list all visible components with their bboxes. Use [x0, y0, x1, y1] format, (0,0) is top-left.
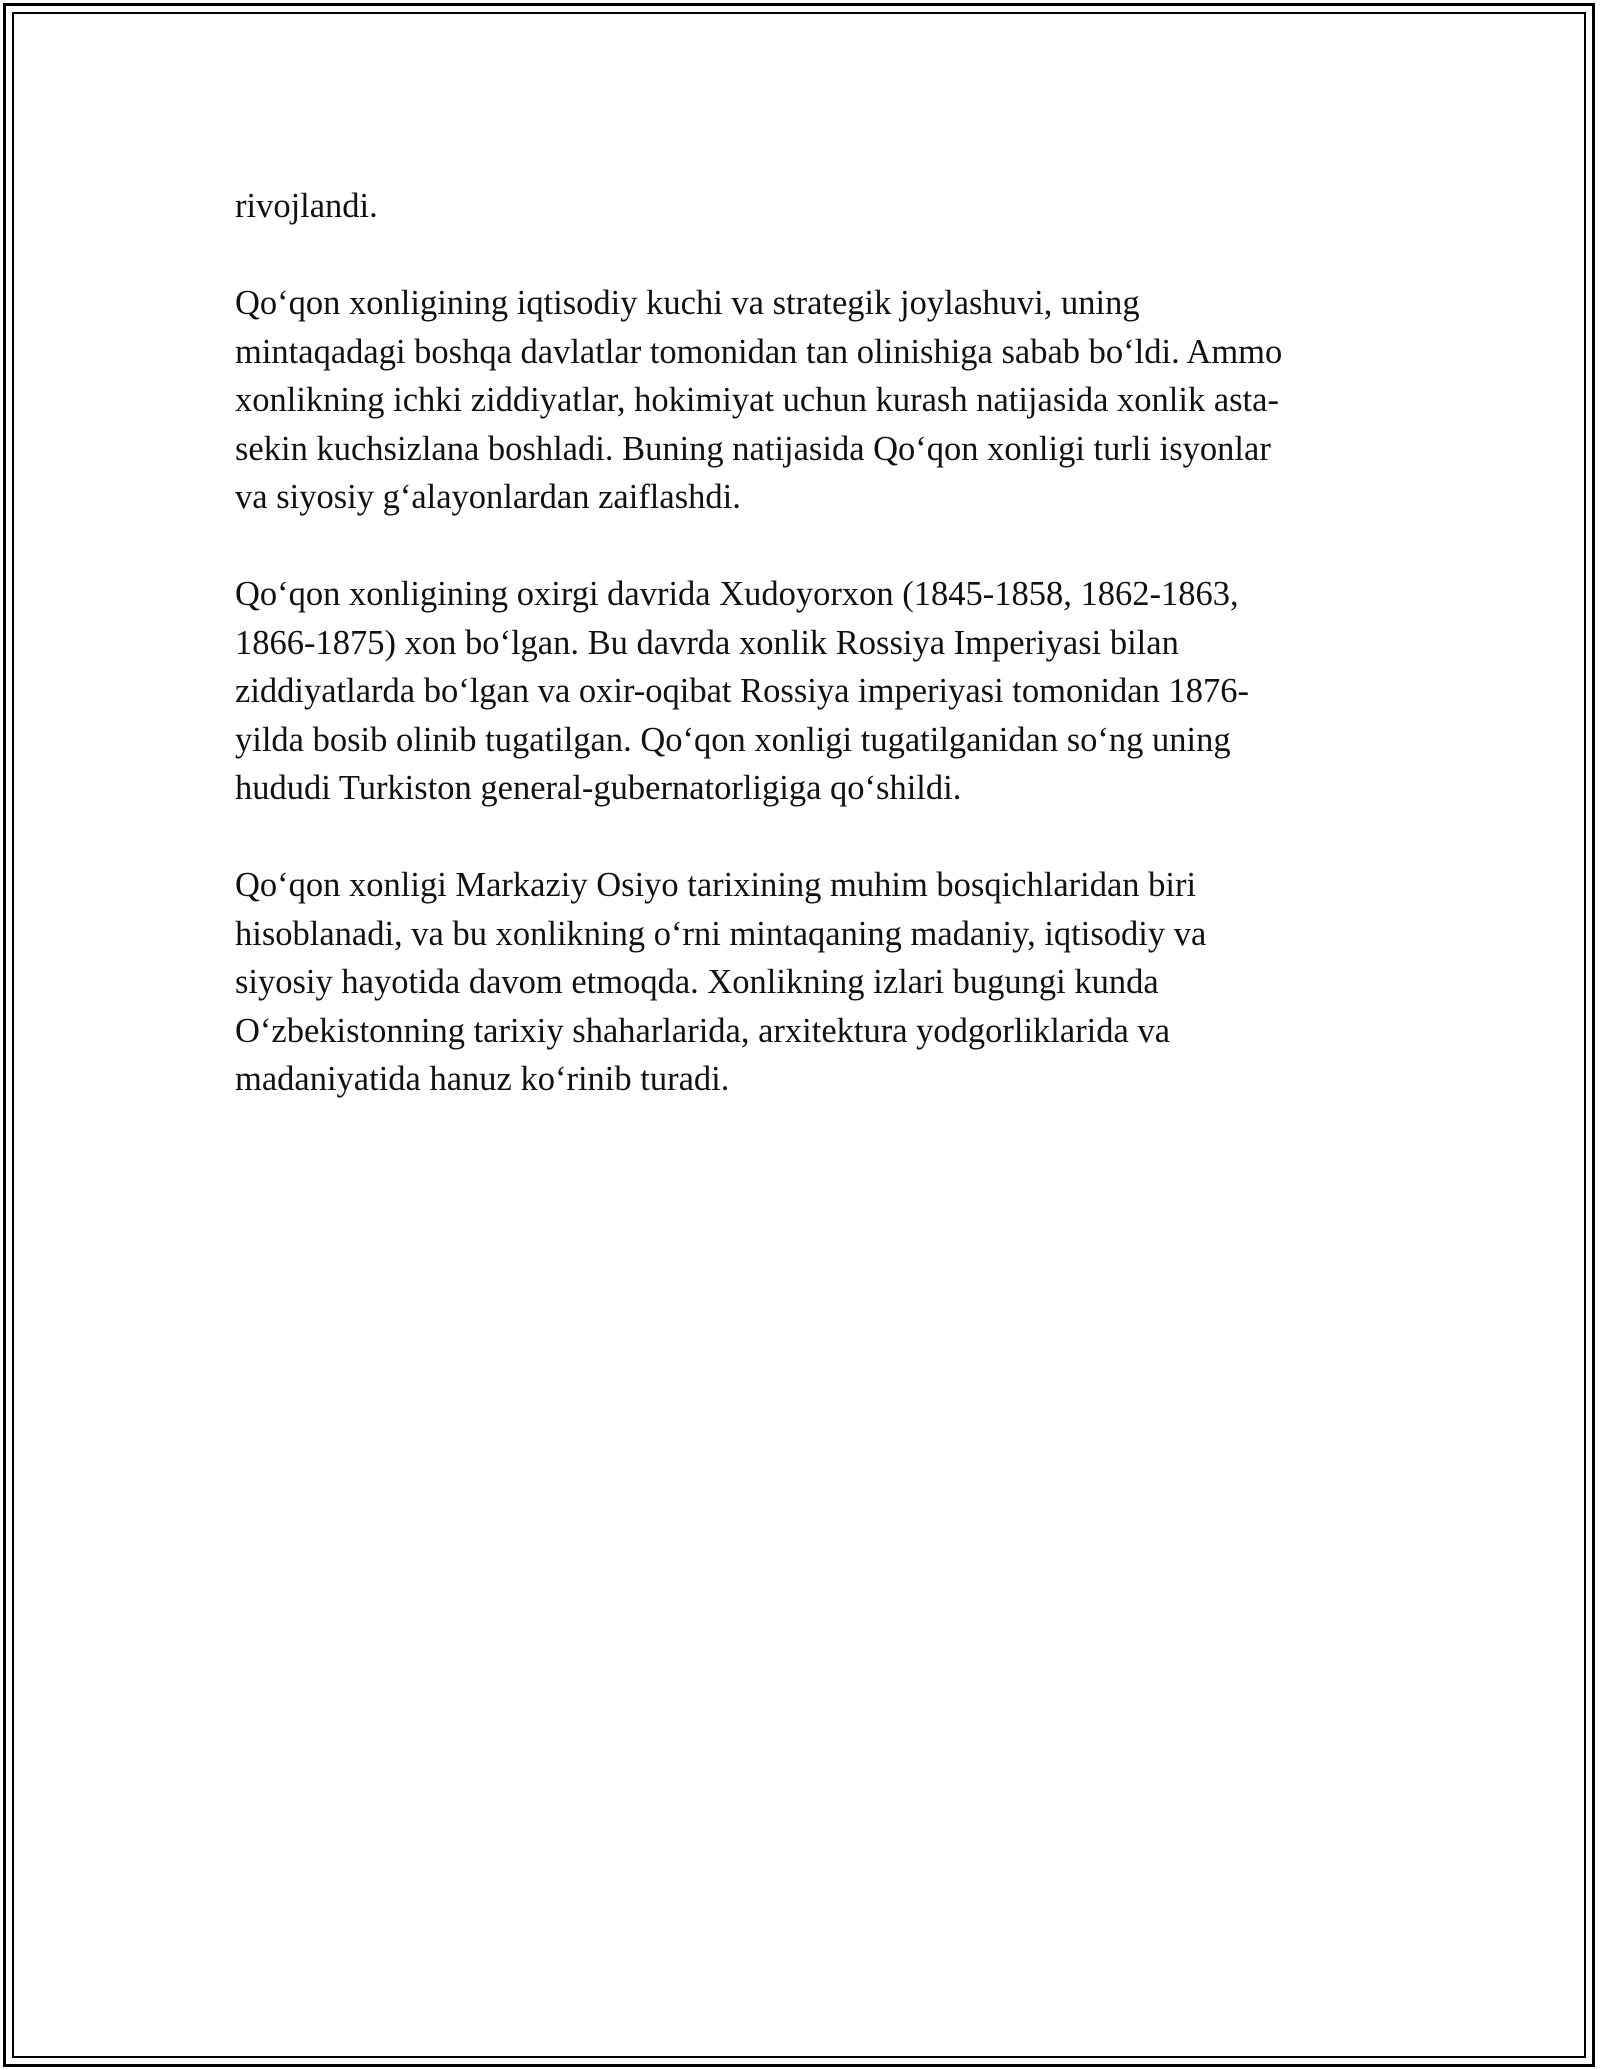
paragraph-significance: Qo‘qon xonligi Markaziy Osiyo tarixining muhim bosqichlaridan biri hisoblanadi, va bu xonlikning o‘rni mintaqaning madaniy, iqtisodiy va siyosiy hayotida davom etmoqda. Xonlikning izlari bugungi kunda O‘zbekistonning tarixiy shaharlarida, arxitektura yodgorliklarida va madaniyatida hanuz ko‘rinib turadi. — [235, 866, 1207, 1098]
paragraph-economic-strength: Qo‘qon xonligining iqtisodiy kuchi va strategik joylashuvi, uning mintaqadagi boshqa davlatlar tomonidan tan olinishiga sabab bo‘ldi. Ammo xonlikning ichki ziddiyatlar, hokimiyat uchun kurash natijasida xonlik asta- sekin kuchsizlana boshladi. Buning natijasida Qo‘qon xonligi turli isyonlar va siyosiy g‘alayonlardan zaiflashdi. — [235, 284, 1283, 516]
paragraph-last-period: Qo‘qon xonligining oxirgi davrida Xudoyorxon (1845-1858, 1862-1863, 1866-1875) xon bo‘lgan. Bu davrda xonlik Rossiya Imperiyasi bilan ziddiyatlarda bo‘lgan va oxir-oqibat Rossiya imperiyasi tomonidan 1876- yilda bosib olinib tugatilgan. Qo‘qon xonligi tugatilganidan so‘ng uning hududi Turkiston general-gubernatorligiga qo‘shildi. — [235, 575, 1249, 807]
paragraph-continuation: rivojlandi. — [235, 187, 378, 225]
document-body — [235, 182, 1365, 1152]
